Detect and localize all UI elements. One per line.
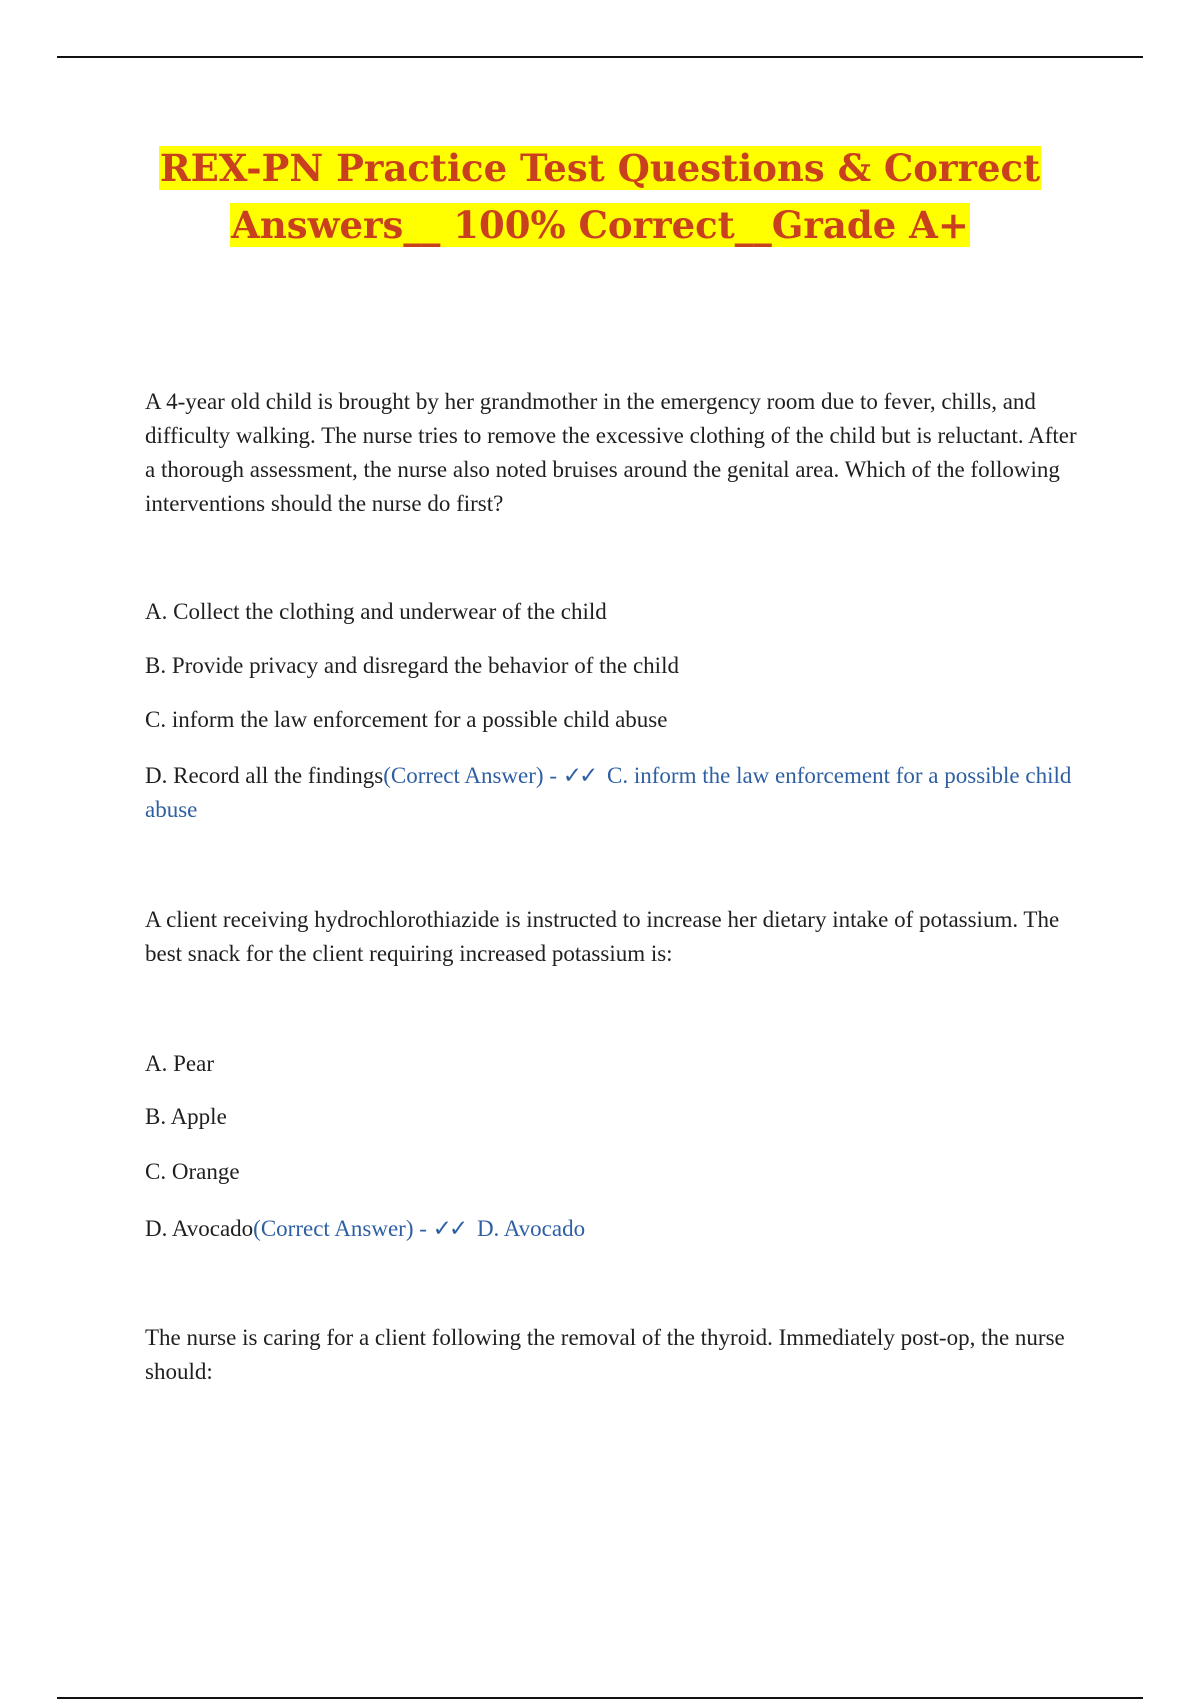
double-check-icon: ✓✓ (432, 1216, 466, 1241)
option-item: B. Apple (145, 1104, 227, 1129)
question-1 (145, 385, 1090, 521)
document-title (57, 140, 1143, 254)
question-2-option-d (145, 1212, 1090, 1246)
double-check-icon: ✓✓ (562, 763, 596, 788)
question-stem: The nurse is caring for a client following the removal of the thyroid. Immediately post-op, the nurse should: (145, 1325, 1065, 1384)
question-2 (145, 903, 1090, 971)
title-line-2: Answers__ 100% Correct__Grade A+ (231, 203, 969, 247)
answer-text: D. Avocado (476, 1216, 586, 1241)
answer-prefix: (Correct Answer) - (253, 1216, 427, 1241)
question-1-option-d (145, 759, 1090, 827)
option-item: A. Pear (145, 1051, 214, 1076)
option-item: C. inform the law enforcement for a possible child abuse (145, 707, 668, 732)
question-2-option-b (145, 1100, 1090, 1134)
option-item: A. Collect the clothing and underwear of the child (145, 599, 607, 624)
question-1-option-a (145, 595, 1090, 629)
title-line-1: REX-PN Practice Test Questions & Correct (159, 146, 1041, 190)
question-stem: A client receiving hydrochlorothiazide is instructed to increase her dietary intake of potassium. The best snack for the client requiring increased potassium is: (145, 907, 1060, 966)
option-item: D. Avocado (145, 1216, 254, 1241)
question-1-option-b (145, 649, 1090, 683)
footer-rule (57, 1697, 1143, 1699)
question-2-option-c (145, 1155, 1090, 1189)
answer-text: C. inform the law enforcement for a possible child abuse (145, 763, 1072, 822)
question-stem: A 4-year old child is brought by her grandmother in the emergency room due to fever, chills, and difficulty walking. The nurse tries to remove the excessive clothing of the child but is reluctant. After a thorough assessment, the nurse also noted bruises around the genital area. Which of the following interventions should the nurse do first? (145, 389, 1077, 516)
answer-prefix: (Correct Answer) - (383, 763, 557, 788)
option-item: B. Provide privacy and disregard the behavior of the child (145, 653, 679, 678)
question-1-option-c (145, 703, 1090, 737)
correct-answer (253, 1216, 585, 1241)
header-rule (57, 56, 1143, 58)
option-item: C. Orange (145, 1159, 240, 1184)
question-3 (145, 1321, 1090, 1389)
option-item: D. Record all the findings (145, 763, 384, 788)
question-2-option-a (145, 1047, 1090, 1081)
